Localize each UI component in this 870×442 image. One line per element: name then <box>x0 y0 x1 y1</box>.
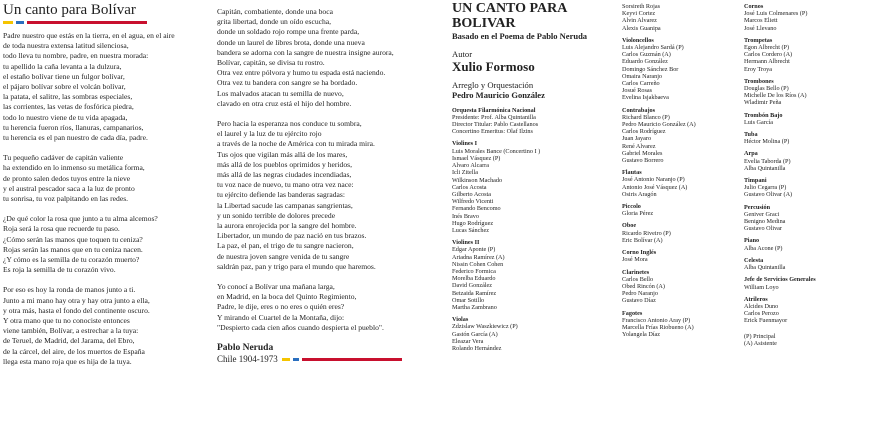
section-heading: Timpani <box>744 177 767 185</box>
poem-line: de Teruel, de Madrid, del Jarama, del Ebro, <box>3 336 135 346</box>
musician-name: Eduardo González <box>622 58 668 66</box>
poem-line: saldrán paz, pan y trigo para el mundo que haremos. <box>217 261 376 271</box>
flag-blue-stripe <box>16 21 24 24</box>
musician-name: Julio Cegarra (P) <box>744 184 787 192</box>
musician-name: Betzaida Ramírez <box>452 289 497 297</box>
musician-name: Geniver Graci <box>744 210 780 218</box>
composer-name: Xulio Formoso <box>452 59 535 74</box>
poem-line: Tu pequeño cadáver de capitán valiente <box>3 153 124 163</box>
roster-section <box>622 37 742 102</box>
poem-stanza <box>217 7 442 109</box>
arranger-name: Pedro Mauricio González <box>452 90 545 100</box>
musician-name: Carlos Acosta <box>452 183 487 191</box>
poem-line: tu herencia fueron ríos, llanuras, campanarios, <box>3 122 144 132</box>
musician-name: Wladimir Peña <box>744 99 782 107</box>
roster-section <box>744 204 868 233</box>
musician-name: Rolando Hernández <box>452 344 502 352</box>
poem-line: la patata, el salitre, las sombras especiales, <box>3 92 133 102</box>
roster-section <box>622 107 742 165</box>
musician-name: Francisco Antonio Aray (P) <box>622 316 691 324</box>
section-heading: Oboe <box>622 222 637 230</box>
musician-name: Eric Bolívar (A) <box>622 236 663 244</box>
musician-name: Alvin Alvarez <box>622 17 657 25</box>
musician-name: Nissin Cohen Cohen <box>452 260 504 268</box>
musician-name: Marcos Eliett <box>744 17 778 25</box>
poem-line: y un sonido terrible de dolores precede <box>217 210 336 220</box>
section-heading: Clarinetes <box>622 268 650 276</box>
musician-name: Douglas Bello (P) <box>744 85 789 93</box>
roster-sections-col4 <box>622 37 742 339</box>
flag-blue-stripe <box>293 358 299 361</box>
section-heading: Cornos <box>744 3 764 10</box>
section-heading: Piccolo <box>622 203 641 211</box>
roster-section <box>744 3 868 32</box>
musician-name: Gilberto Acosta <box>452 190 492 198</box>
musician-name: Alba Quintanilla <box>744 264 786 272</box>
musician-name: Alba Quintanilla <box>744 164 786 172</box>
poem-line: tu herencia es el pan nuestro de cada día, padre. <box>3 133 148 143</box>
musician-name: Marcella Frías Riobueno (A) <box>622 323 694 331</box>
program-column-3 <box>452 0 622 352</box>
poem-line: Rojas serán las manos que en tu ceniza nacen. <box>3 244 143 254</box>
poem-line: y otra más, hasta el fondo del continente oscuro. <box>3 305 150 315</box>
musician-name: Gastón García (A) <box>452 330 498 338</box>
poem-line: clavado en otra cruz está el hijo del hombre. <box>217 98 352 108</box>
poem-line: ¿Y cómo es la semilla de tu corazón muerto? <box>3 255 140 265</box>
musician-name: Carlos Cordero (A) <box>744 51 793 59</box>
musician-name: Ismael Vásquez (P) <box>452 154 501 162</box>
roster-section <box>622 269 742 305</box>
section-heading: Jefe de Servicios Generales <box>744 276 816 284</box>
poem-line: Otra vez entre pólvora y humo tu espada está naciendo. <box>217 68 386 78</box>
program-column-4 <box>622 0 742 338</box>
roster-section <box>622 310 742 339</box>
musician-name: Hermann Albrecht <box>744 58 790 66</box>
roster-section <box>744 78 868 107</box>
musician-name: Federico Formica <box>452 267 496 275</box>
musician-name: José Antonio Naranjo (P) <box>622 176 685 184</box>
musician-name: Domingo Sánchez Bor <box>622 65 679 73</box>
poem-line: bandera se adorna con la sangre de nuestra insigne aurora, <box>217 47 394 57</box>
poem-stanza <box>217 119 442 272</box>
roster-sections-col3 <box>452 140 622 352</box>
musician-name: Alexis Guanipa <box>622 24 661 32</box>
poem-line: Y otra mano que tu no conociste entonces <box>3 316 130 326</box>
legend-assistant: (A) Asistente <box>744 339 777 347</box>
poem-stanza <box>3 214 211 275</box>
musician-name: Hugo Rodríguez <box>452 219 494 227</box>
poem-line: el laurel y la luz de tu ejército rojo <box>217 129 322 139</box>
musician-name: Martha Zambrano <box>452 303 497 311</box>
roster-section <box>744 296 868 325</box>
musician-name: Zdzislaw Waszkiewicz (P) <box>452 323 518 331</box>
musician-name: Ricardo Riveiro (P) <box>622 229 671 237</box>
roster-sections-col5 <box>744 3 868 325</box>
musician-name: Luis Alejandro Sardá (P) <box>622 44 684 52</box>
section-heading: Violas <box>452 316 469 324</box>
poem-line: ¿Cómo serán las manos que toquen tu ceniza? <box>3 234 143 244</box>
poem-line: todo lleva tu nombre, padre, en nuestra morada: <box>3 51 149 61</box>
poem-line: tu ejército defiende las banderas sagradas: <box>217 190 345 200</box>
musician-name: Eleazar Vera <box>452 337 484 345</box>
section-heading: Celesta <box>744 256 764 264</box>
flag-yellow-stripe <box>282 358 290 361</box>
musician-name: Juan Jayaro <box>622 135 652 143</box>
poem-line: Roja será la rosa que recuerde tu paso. <box>3 224 120 234</box>
program-title: UN CANTO PARA BOLIVAR <box>452 1 567 31</box>
section-heading: Percusión <box>744 203 771 211</box>
legend <box>744 333 868 347</box>
roster-section <box>744 276 868 290</box>
poem-line: Por eso es hoy la ronda de manos junto a ti. <box>3 285 136 295</box>
roster-section <box>744 150 868 172</box>
musician-name: Yolangela Díaz <box>622 331 661 339</box>
section-heading: Trombones <box>744 77 774 85</box>
poem-line: Padre, le dije, eres o no eres o quién eres? <box>217 302 345 312</box>
poem-line: Otra vez tu bandera con sangre se ha bordado. <box>217 78 358 88</box>
orchestra-info <box>452 107 622 135</box>
musician-name: José Llevano <box>744 24 777 32</box>
poem-line: tu voz nace de nuevo, tu mano otra vez nace: <box>217 180 354 190</box>
poem-line: Capitán, combatiente, donde una boca <box>217 7 333 16</box>
orchestra-name: Orquesta Filarmónica Nacional <box>452 107 536 114</box>
flag-red-stripe <box>27 21 147 24</box>
musician-name: Luis García <box>744 118 774 126</box>
poem-text-part-2 <box>217 7 442 333</box>
poem-line: tu sonrisa, tu voz palpitando en las redes. <box>3 194 129 204</box>
poem-line: ha extendido en lo inmenso su metálica forma, <box>3 163 145 173</box>
musician-name: Evelia Taborda (P) <box>744 157 791 165</box>
section-heading: Violoncellos <box>622 36 654 44</box>
roster-section <box>744 112 868 126</box>
section-heading: Trompetas <box>744 36 773 44</box>
poem-stanza <box>3 31 211 143</box>
section-heading: Violines II <box>452 239 480 247</box>
orchestra-concertino: Concertino Emeritus: Olaf Ilzins <box>452 128 533 136</box>
musician-name: Richard Blanco (P) <box>622 113 670 121</box>
musician-name: Alba Acone (P) <box>744 244 783 252</box>
poem-line: donde un laurel de libres brota, donde una nueva <box>217 37 365 47</box>
musician-name: Morelba Eduardo <box>452 275 496 283</box>
musician-name: Ariadna Ramírez (A) <box>452 253 505 261</box>
section-heading: Tuba <box>744 131 758 139</box>
musician-name: Alvaro Alcarra <box>452 162 489 170</box>
musician-name: Omaira Naranjo <box>622 72 663 80</box>
poem-line: el estaño bolívar tiene un fulgor bolívar, <box>3 71 125 81</box>
poem-author-dates-row <box>217 354 442 365</box>
poem-line: La paz, el pan, el trigo de tu sangre nacieron, <box>217 241 354 251</box>
poem-line: tu apellido la caña levanta a la dulzura, <box>3 61 122 71</box>
roster-section <box>622 203 742 217</box>
musician-name: Gustavo Borrero <box>622 157 664 165</box>
musician-name: José Luis Colmenares (P) <box>744 10 808 18</box>
musician-name: Egon Albrecht (P) <box>744 44 790 52</box>
musician-name: Carlos Guzmán (A) <box>622 51 671 59</box>
orchestra-president: Presidente: Prof. Alba Quintanilla <box>452 114 536 122</box>
poem-author-dates: Chile 1904-1973 <box>217 354 278 365</box>
roster-section <box>744 131 868 145</box>
poem-line: Los malvados atacan tu semilla de nuevo, <box>217 88 344 98</box>
poem-line: de pronto salen dedos tuyos entre la nieve <box>3 173 131 183</box>
poem-line: Tus ojos que vigilan más allá de los mares, <box>217 149 348 159</box>
musician-name: Edgar Aponte (P) <box>452 246 496 254</box>
violas-continued <box>622 3 742 32</box>
roster-section <box>744 237 868 251</box>
arrangement-label: Arreglo y Orquestación <box>452 80 534 90</box>
musician-name: Gloria Pérez <box>622 210 654 218</box>
orchestra-director: Director Titular: Pablo Castellanos <box>452 121 539 129</box>
legend-principal: (P) Principal <box>744 332 776 340</box>
musician-name: Gabriel Morales <box>622 149 663 157</box>
roster-section <box>622 249 742 263</box>
poem-line: "Despierto cada cien años cuando despierta el pueblo". <box>217 322 384 332</box>
musician-name: Carlos Perozo <box>744 310 779 318</box>
poem-line: y el austral pescador saca a la luz de pronto <box>3 183 135 193</box>
poem-line: más allá de las negras ciudades incendiadas, <box>217 170 352 180</box>
musician-name: Héctor Molina (P) <box>744 138 790 146</box>
poem-stanza <box>3 285 211 367</box>
flag-yellow-stripe <box>3 21 13 24</box>
musician-name: Wilkinson Machado <box>452 176 503 184</box>
musician-name: Sorsireth Rojas <box>622 3 660 10</box>
poem-author: Pablo Neruda <box>217 343 274 354</box>
poem-line: la aurora enrojecida por la sangre del hombre. <box>217 221 357 231</box>
section-heading: Flautas <box>622 169 642 177</box>
section-heading: Atrileros <box>744 295 768 303</box>
roster-section <box>622 222 742 244</box>
section-heading: Corno Inglés <box>622 249 657 257</box>
musician-name: Gustavo Díaz <box>622 297 656 305</box>
section-heading: Arpa <box>744 150 758 158</box>
musician-name: Antonio José Vásquez (A) <box>622 183 688 191</box>
poem-line: Libertador, un mundo de paz nació en tus brazos. <box>217 231 367 241</box>
musician-name: Eroy Troya <box>744 65 773 73</box>
musician-name: David González <box>452 282 493 290</box>
poem-line: Pero hacia la esperanza nos conduce tu sombra, <box>217 119 362 129</box>
musician-name: Gustavo Olivar (A) <box>744 191 793 199</box>
roster-section <box>744 177 868 199</box>
poem-text-part-1 <box>3 31 211 367</box>
musician-name: Benigno Medina <box>744 218 786 226</box>
roster-section <box>452 239 622 311</box>
section-heading: Contrabajos <box>622 106 656 114</box>
poem-line: Junto a mi mano hay otra y hay otra junto a ella, <box>3 295 150 305</box>
musician-name: José Mora <box>622 256 648 264</box>
flag-color-bar-small <box>282 358 402 361</box>
roster-section <box>744 257 868 271</box>
poem-line: todo lo nuestro viene de tu vida apagada, <box>3 112 128 122</box>
poem-line: de nuestra joven sangre venida de tu sangre <box>217 251 350 261</box>
musician-name: Erick Fuenmayor <box>744 317 788 325</box>
musician-name: René Alvarez <box>622 142 656 150</box>
poem-title: Un canto para Bolívar <box>3 2 136 18</box>
musician-name: Keyvi Cortez <box>622 10 656 18</box>
musician-name: Carlos Carreño <box>622 80 660 88</box>
author-label: Autor <box>452 49 473 59</box>
musician-name: Pedro Naranjo <box>622 290 658 298</box>
program-subtitle: Basado en el Poema de Pablo Neruda <box>452 31 588 41</box>
poem-line: Es roja la semilla de tu corazón vivo. <box>3 265 116 275</box>
poem-line: más allá de los pueblos oprimidos y heridos, <box>217 159 352 169</box>
poem-line: las corrientes, las vetas de fosfórica piedra, <box>3 102 134 112</box>
musician-name: Icli Zitella <box>452 169 478 177</box>
poem-line: la Libertad sacude las campanas sangrientas, <box>217 200 353 210</box>
section-heading: Violines I <box>452 140 478 148</box>
roster-section <box>452 316 622 352</box>
musician-name: Fernando Bencomo <box>452 205 501 213</box>
section-heading: Trombón Bajo <box>744 111 783 119</box>
poem-line: llega esta mano roja que es hija de la tuya. <box>3 356 132 366</box>
poem-line: a través de la noche de América con tu mirada mira. <box>217 139 375 149</box>
musician-name: Osiris Aragón <box>622 190 657 198</box>
poem-line: de toda nuestra extensa latitud silenciosa, <box>3 41 129 51</box>
musician-name: Alcides Duno <box>744 302 779 310</box>
musician-name: Josué Rosas <box>622 87 653 95</box>
roster-section <box>452 140 622 234</box>
musician-name: Michelle De los Ríos (A) <box>744 92 807 100</box>
poem-line: grita libertad, donde un oído escucha, <box>217 17 332 27</box>
program-column-5 <box>744 0 868 347</box>
musician-name: Carlos Rodríguez <box>622 128 666 136</box>
poem-line: en Madrid, en la boca del Quinto Regimiento, <box>217 292 357 302</box>
musician-name: Omar Sotillo <box>452 296 485 304</box>
poem-line: Bolívar, capitán, se divisa tu rostro. <box>217 58 325 68</box>
poem-line: el pájaro bolívar sobre el volcán bolívar, <box>3 82 126 92</box>
musician-name: Gustavo Olivar <box>744 225 782 233</box>
poem-line: Y mirando el Cuartel de la Montaña, dijo: <box>217 312 345 322</box>
poem-line: viene también, Bolívar, a estrechar a la tuya: <box>3 326 139 336</box>
musician-name: William Loyo <box>744 283 779 291</box>
poem-column-1 <box>3 0 211 377</box>
musician-name: Evelina Isjakbaeva <box>622 94 669 102</box>
flag-color-bar <box>3 21 211 24</box>
poem-stanza <box>3 153 211 204</box>
section-heading: Fagotes <box>622 309 643 317</box>
roster-section <box>744 37 868 73</box>
musician-name: Pedro Mauricio González (A) <box>622 121 696 129</box>
poem-column-2 <box>217 0 442 365</box>
musician-name: Luis Morales Bance (Concertino I ) <box>452 147 541 155</box>
musician-name: Carlos Bello <box>622 275 654 283</box>
section-heading: Piano <box>744 237 760 245</box>
musician-name: Lucas Sánchez <box>452 226 489 234</box>
musician-name: Wilfredo Vicenti <box>452 198 494 206</box>
poem-line: Yo conocí a Bolívar una mañana larga, <box>217 282 335 292</box>
poem-stanza <box>217 282 442 333</box>
poem-line: donde un soldado rojo rompe una frente parda, <box>217 27 360 37</box>
poem-line: Padre nuestro que estás en la tierra, en el agua, en el aire <box>3 31 175 40</box>
flag-red-stripe <box>302 358 402 361</box>
poem-line: ¿De qué color la rosa que junto a tu alma alcemos? <box>3 214 158 224</box>
poem-line: de la cárcel, del aire, de los muertos de España <box>3 346 145 356</box>
roster-section <box>622 169 742 198</box>
musician-name: Inés Bravo <box>452 212 479 220</box>
musician-name: Obed Rincón (A) <box>622 282 665 290</box>
